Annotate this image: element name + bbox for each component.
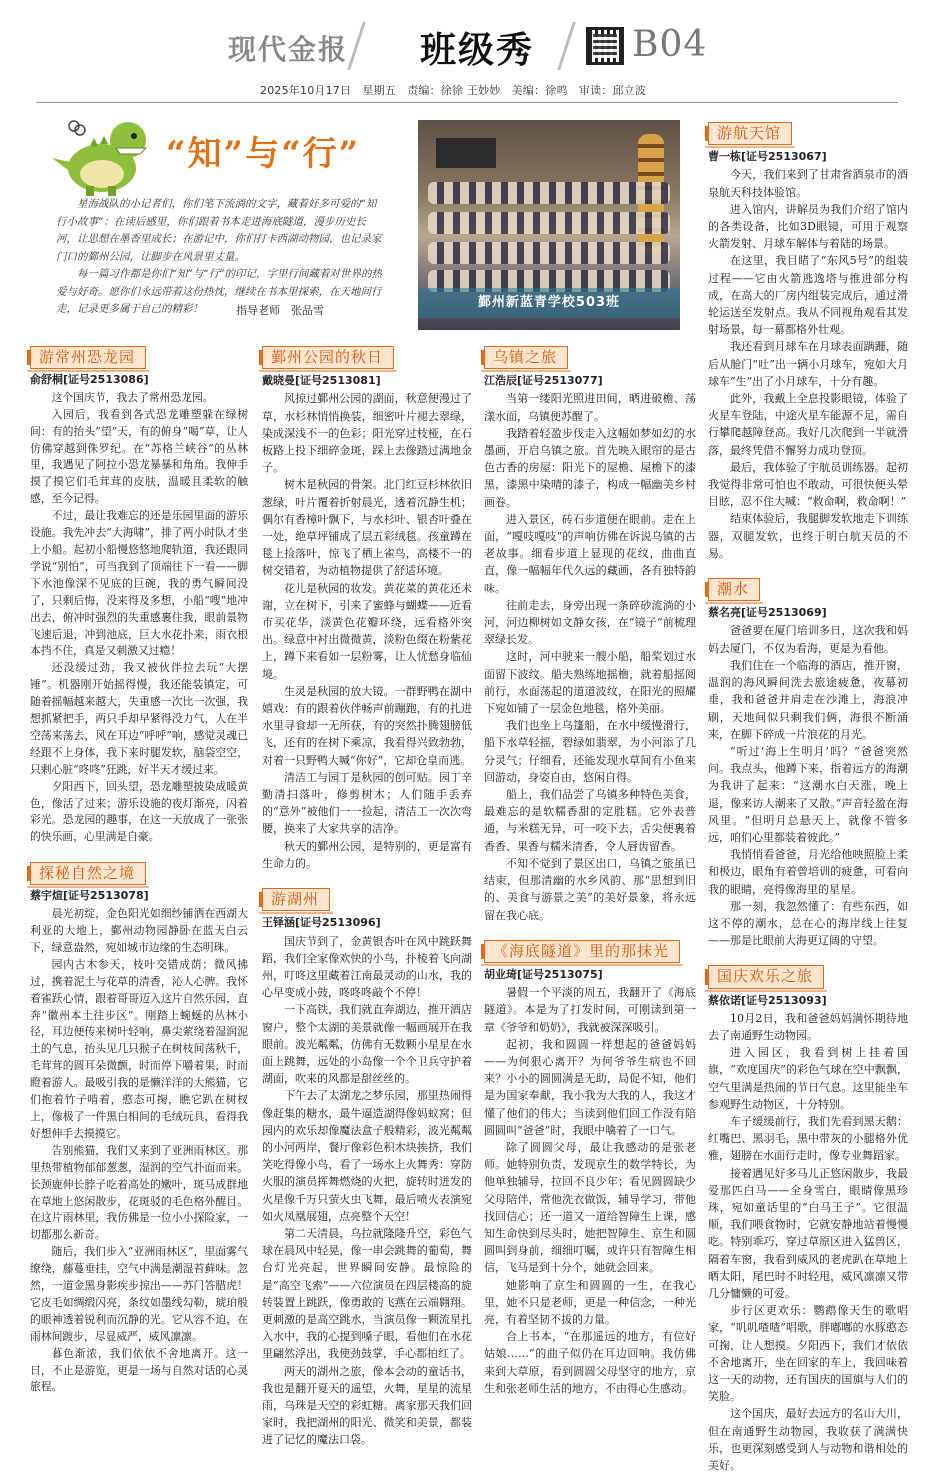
author-byline: 江浩辰[证号2513077] [484,374,603,388]
section-title: 班级秀 [420,29,535,71]
article-paragraph: 进入馆内，讲解员为我们介绍了馆内的各类设备，比如3D眼镜，可用于观察火箭发射、月球车解体与着陆的场景。 [708,202,908,251]
author-byline: 蔡名亮[证号2513069] [708,606,827,620]
newspaper-name: 现代金报 [228,33,349,66]
article-paragraph: 下午去了太湖龙之梦乐园，那里热闹得像赶集的糖水，最牛逼造湖得像妈蚁窝；但园内的欢乐却像魔法盒子般精彩，波光粼粼的小河两岸，餐厅像彩色积木块挨挤，我们笑吃得像小鸟，看了一场水上火舞秀：穿防火服的演员挥舞燃烧的火把，旋转时迸发的火星像千万只萤火虫飞舞，最后喷火表演宛如火凤凰展翅，点亮整个天空！ [262,1089,472,1223]
page-number: B04 [632,24,708,65]
article-paragraph: 最后，我体验了宇航员训练器。起初我觉得非常可怕也不敢动，可很快便头晕目眩，忍不住大喊：“救命啊，救命啊！” [708,460,908,509]
article-paragraph: 她影响了京生和圆圆的一生，在我心里，她不只是老师，更是一种信念，一种光亮，有着坚韧不拔的力量。 [484,1278,696,1326]
article-paragraph: 这个国庆，最好去远方的名山大川，但在南通野生动物园，我收获了满满快乐，也更深刻感受到人与动物和谐相处的美好。 [708,1407,908,1473]
article-paragraph: 除了圆圆父母，最让我感动的是张老师。她特别负责，发现京生的数学特长，为他单独辅导，拉回不良少年；看见圆圆缺少父母陪伴，常他洗衣做饭，辅导学习，带他找回信心；还一道又一道给智障生上课，感知生命快到尽头时，她把智障生、京生和圆圆叫到身前，细细叮嘱，或许只有智障生相信，飞马是到十分个，她就会回来。 [484,1140,696,1275]
article-card [708,572,908,949]
article-paragraph: 车子缓缓前行，我们先看到黑天鹅：红嘴巴、黑羽毛，黑中带灰的小腿格外优雅，翅膀在水面行走时，像专业舞蹈家。 [708,1114,908,1163]
article-card [708,959,908,1474]
article-card [30,856,248,1396]
article-card [262,882,472,1449]
article-title: 乌镇之旅 [484,346,568,369]
article-paragraph: 那一刻，我忽然懂了：有些东西，如这不停的潮水，总在心的海岸线上往复——那是比眼前大海更辽阔的守望。 [708,899,908,948]
feature-banner [36,112,680,328]
article-paragraph: 清洁工与园丁是秋园的创可贴。园丁辛勤清扫落叶，修剪树木；人们随手丢弃的“意外”被他们一一捡起，清洁工一次次弯腰，换来了大家共享的洁净。 [262,770,472,836]
article-paragraph: 这时，河中驶来一艘小船，船桨划过水面留下波纹。船夫熟练地摇橹，就着船摇阅前行，水面荡起的道道波纹，在阳光的照耀下宛如铺了一层金色地毯，格外美丽。 [484,650,696,716]
article-paragraph: 秋天的鄞州公园，是特别的，更是富有生命力的。 [262,839,472,870]
article-paragraph: 暮色渐浓，我们依依不舍地离开。这一日，不止是游览，更是一场与自然对话的心灵旅程。 [30,1346,248,1394]
article-card [708,116,908,562]
author-byline: 俞舒桐[证号2513086] [30,372,149,386]
article-card [484,340,696,924]
article-paragraph: 夕阳西下，回头望，恐龙雕塑披染成暖黄色，像活了过来；游乐设施的夜灯渐亮，闪着彩光。恐龙园的趣事，在这一天放成了一张张的快乐画，心里满是自豪。 [30,779,248,844]
article-paragraph: 一下高铁，我们就直奔湖边，推开酒店窗户，整个太湖的美景就像一幅画展开在我眼前。波光粼粼，仿佛有无数颗小星星在水面上跳舞，远处的小岛像一个个卫兵守护着湖面，吹来的风都是甜丝丝的。 [262,1003,472,1086]
article-paragraph: 我悄悄看爸爸，月光给他映照脸上柔和极边，眼角有着曾培训的疲惫，可看向我的眼睛，亮得像海里的星星。 [708,848,908,896]
column-1 [30,340,248,1396]
article-paragraph: 进入园区，我看到树上挂着国旗，“欢度国庆”的彩色气球在空中飘飘，空气里满是热闹的节日气息。这里能坐车参观野生动物区，十分特别。 [708,1046,908,1111]
article-paragraph: 随后，我们步入“亚洲雨林区”，里面雾气缭绕，藤蔓垂挂，空气中满是潮湿苔藓味。忽然，一道金黑身影疾步掠出——苏门答腊虎！它皮毛如绸缎闪亮，条纹如墨线勾勒，琥珀般的眼神透着锐利而沉静的光。它从容不迫，在雨林间踱步，尽显威严，威风凛凛。 [30,1245,248,1343]
article-card [484,934,696,1397]
author-byline: 胡业琦[证号2513075] [484,967,603,981]
article-paragraph: “听过‘海上生明月’吗？”爸爸突然问。我点头，他蹲下来，指着远方的海潮为我讲了起来：“这潮水白天涨，晚上退，像来访人潮来了又散。”声音轻盈在海风里。“但明月总悬天上，就像不管多远，咱们心里都装着彼此。” [708,744,908,844]
article-paragraph: 晨光初绽，金色阳光如细纱铺洒在西湖大利亚的大地上，鄞州动物园静卧在蓝天白云下，绿意盎然，宛如城市边缘的生态明珠。 [30,907,248,954]
article-title: 探秘自然之境 [30,862,146,885]
article-paragraph: 这个国庆节，我去了常州恐龙园。 [51,390,214,404]
article-title: 游常州恐龙园 [30,346,146,369]
article-paragraph: 不知不觉到了景区出口，乌镇之旅虽已结束，但那清幽的水乡风韵、那“思想到旧的、美食与游景之美”的美好景象，将永远留在我心底。 [484,856,696,922]
article-title: 国庆欢乐之旅 [708,965,824,988]
article-title: 《海底隧道》里的那抹光 [484,940,680,963]
qr-code-icon[interactable] [586,27,624,65]
feature-title: “知”与“行” [166,134,361,174]
article-title: 游湖州 [262,888,330,911]
header-rule [36,102,898,103]
article-paragraph: 暑假一个平淡的周五，我翻开了《海底隧道》。本是为了打发时间，可刚读到第一章《爷爷和奶奶》，我就被深深吸引。 [484,986,696,1034]
article-paragraph: 我还看到月球车在月球表面蹒跚，随后从舱门“吐”出一辆小月球车，宛如大月球车“生”出了小月球车，十分有趣。 [708,340,908,388]
article-paragraph: 步行区更欢乐：鹦鹉像天生的歌唱家，“叽叽喳喳”唱歌，胖嘟嘟的水豚憨态可掬，让人想摸。夕阳西下，我们才依依不舍地离开，坐在回家的车上，我回味着这一天的动物，还有国庆的国旗与人们的笑脸。 [708,1304,908,1404]
article-paragraph: 在这里，我目睹了“东风5号”的组装过程——它由火箭逃逸塔与推进部分构成，在高大的厂房内组装完成后，通过滑轮运送至发射点。我从不同视角观看其发射场景，每一幕都格外壮观。 [708,254,908,337]
author-byline: 蔡依诺[证号2513093] [708,993,827,1007]
article-paragraph: 树木是秋园的骨架。北门红豆杉林依旧葱绿，叶片覆着折射晨光，透着沉静生机；偶尔有香樟叶飘下，与水杉叶、银杏叶叠在一处，绝草坪铺成了层五彩绒毯。孩童蹲在毯上捡落叶，惊飞了栖上雀鸟，高楼不一的树交错着，为动植物提供了舒适环境。 [262,478,472,578]
article-paragraph: 园内古木参天，枝叶交错成荫；微风拂过，携着泥土与花草的清香，沁人心脾。我怀着雀跃心情，跟着哥哥迈入这片自然乐园，直奔“徽州本土往步区”。刚踏上蜿蜒的丛林小径，耳边便传来树叶轻响，鼻尖萦绕着湿润泥土的气息，抬头见几只猴子在树枝间荡秋千，毛茸茸的圆耳朵微颤，时而停下嚼着果，时而瞪着游人。最吸引我的是懒洋洋的大熊猫，它们抱着竹子啃着，憨态可掬，瞧它趴在树杈上，像极了一件黑白相间的毛绒玩具，看得我好想伸手去摸摸它。 [30,957,248,1140]
article-paragraph: 入园后，我看到各式恐龙雕塑躲在绿树间：有的抬头“望”天，有的俯身“喝”草，让人仿佛穿越到侏罗纪。在“苏格兰峡谷”的丛林里，我遇见了阿拉小恐龙暴暴和角角。我伸手摸了摸它们毛茸茸的皮肤，温暖且柔软的触感，至今记得。 [30,407,248,506]
issue-meta: 2025年10月17日 星期五 责编：徐徐 王妙妙 美编：徐鸣 审读：邱立波 [260,84,647,97]
article-paragraph: 起初，我和圆圆一样想起的爸爸妈妈——为何狠心离开？为何爷爷生病也不回来？小小的圆圆满是无助，局促不知，他们是为国家奉献，我小我为大我的人，我这才懂了他们的伟大；当读到他们回工作没有陪圆圆叫“爸爸”时，我眼中噙着了一口气。 [484,1037,696,1137]
article-paragraph: 第二天清晨，乌拉就隆隆升空，彩色气球在晨风中轻晃，像一串会跳舞的葡萄，舞台灯光亮起，世界瞬间安静。最惊险的是“高空飞索”——六位演员在四层楼高的旋转装置上跳跃，像勇敢的飞燕在云端翱翔。更刺激的是高空跳水，当演员像一颗流星扎入水中，我的心提到嗓子眼，看他们在水花里翩然浮出，我使劲鼓掌，手心都拍红了。 [262,1226,472,1361]
article-paragraph: 我们也坐上乌篷船，在水中缓慢滑行，船下水草轻摇，碧绿如翡翠，为小河添了几分灵气；仔细看，还能发现水草间有小鱼来回游动，身姿自由，悠闲自得。 [484,719,696,784]
article-paragraph: 10月2日，我和爸爸妈妈满怀期待地去了南通野生动物园。 [708,1011,908,1042]
article-card [262,340,472,872]
article-paragraph: 我们住在一个临海的酒店，推开窗，温润的海风瞬间洗去旅途疲惫，夜幕初垂，我和爸爸并肩走在沙滩上，海浪冲刷，天地间似只剩我们俩，海很不断涌来，在脚下碎成一片浪花的月光。 [708,658,908,741]
column-4 [708,116,908,1474]
intro-paragraph: 每一篇习作都是你们“知”与“行”的印记，字里行间藏着对世界的热爱与好奇。愿你们永远带着这份热忱，继续在书本里探索，在天地间行走，记录更多属于自己的精彩！ [56,268,382,315]
article-paragraph: 进入景区，砖石步道便在眼前。走在上面，“嘎吱嘎吱”的声响仿佛在诉说乌镇的古老故事。细看步道上显现的花纹，曲曲直直，像一幅幅年代久远的藏画，各有独特韵味。 [484,512,696,595]
article-paragraph: 船上，我们品尝了乌镇多种特色美食，最难忘的是软糯香甜的定胜糕。它外表普通，与米糕无异，可一咬下去，舌尖便裹着香香、果香与糯米清香，令人唇齿留香。 [484,788,696,853]
dinosaur-mascot-icon [50,118,160,198]
article-paragraph: 不过，最让我难忘的还是乐园里面的游乐设施。我先冲去“大海啸”，排了两小时队才坐上小船。起初小船慢悠悠地爬轨道，我还跟同学说“别怕”，可当我到了顶端往下一看——脚下水池像深不见底的巨碗，我的勇气瞬间没了，只剩后悔，没来得及多想，小船“嗖”地冲出去，俯冲时强烈的失重感裹住我，眼前景物飞速后退，冲到池底，巨大水花扑来，雨衣根本挡不住，真是又刺激又过瘾！ [30,509,248,658]
author-byline: 王铎涵[证号2513096] [262,916,381,930]
article-paragraph: 还没缓过劲，我又被伙伴拉去玩“大摆锤”。机器刚开始摇得慢，我还能装镇定，可随着摇幅越来越大，失重感一次比一次强，我想抓紧把手，两只手却早紧得没力气，人在半空荡来荡去，风在耳边“呼呼”响，感觉灵魂已经跟不上身体，我下来时腿发软，脑袋空空，只剩心脏“咚咚”狂跳，好半天才缓过来。 [30,661,248,776]
column-3 [484,340,696,1397]
divider-slash [557,22,576,70]
class-banner-image [436,138,496,168]
feature-intro [56,196,386,319]
column-2 [262,340,472,1449]
article-paragraph: 当第一缕阳光照进田间，晒进破檐、荡漾水面，乌镇便苏醒了。 [484,392,696,423]
mentor-credit: 指导老师 张品雪 [236,304,324,317]
article-title: 潮水 [708,578,760,601]
article-paragraph: 此外，我戴上全息投影眼镜，体验了火星车登陆，中途火星车能源不足，需自行攀爬越障登高。我好几次爬到一半就滑落，最终凭借不懈努力成功登顶。 [708,392,908,457]
article-paragraph: 往前走去，身旁出现一条碎砂流淌的小河，河边柳树如文静女孩，在“镜子”前梳理翠绿长发。 [484,598,696,647]
article-paragraph: 花儿是秋园的妆发。黄花菜的黄花还未谢，立在树下，引来了蜜蜂与蝴蝶——近看市买花华，淡黄色花瓣环绕，远看格外突出。绿意中衬出微微黄，淡粉色缀在粉紫花上，蹲下来看如一层粉雾，让人忧愁身临仙境。 [262,581,472,681]
article-paragraph: 告别熊猫，我们又来到了亚洲雨林区。那里热带植物郁郁葱葱，湿润的空气扑面而来。长颈鹿伸长脖子吃着高处的嫩叶，斑马成群地在草地上悠闲散步，花斑驳的毛色格外醒目。在这片雨林里，我仿佛是一位小小探险家，一切都那么新奇。 [30,1143,248,1242]
article-paragraph: 接着遇见好多马儿正悠闲散步，我最爱那匹白马——全身雪白，眼睛像黑珍珠，宛如童话里的“白马王子”。它很温顺，我们喂食物时，它就安静地站着慢慢吃。特别乖巧，穿过草原区进入猛兽区，隔着车窗，我看到威风的老虎趴在草地上晒太阳，尾巴时不时轻甩，威风凛凛又带几分慵懒的可爱。 [708,1166,908,1300]
article-paragraph: 我踏着轻盈步伐走入这幅如梦如幻的水墨画，开启乌镇之旅。首先映入眼帘的是古色古香的房屋：阳光下的屋檐、屋檐下的漆黑，漆黑中染晴的漆子，构成一幅幽美乡村画卷。 [484,426,696,509]
article-paragraph: 生灵是秋园的放大镜。一群野鸭在湖中嬉戏：有的跟着伙伴畅声前蹦跑，有的扎进水里寻食却一无所获，有的突然扑腾翅膀低飞，还有的在树下乘凉，我看得兴致勃勃，对着一只野鸭大喊“你好”，它却仓皇而逃。 [262,684,472,767]
article-paragraph: 结束体验后，我腿脚发软地走下训练器，双腿发软，也终于明白航天员的不易。 [708,512,908,560]
article-paragraph: 风掠过鄞州公园的湖面，秋意便漫过了草，水杉林悄悄换装，细密叶片褪去翠绿，染成深浅不一的色彩；阳光穿过枝桠，在石板路上投下细碎金斑，踩上去像踏过满地金子。 [262,392,472,475]
intro-paragraph: 星海战队的小记者们，你们笔下流淌的文字，藏着好多可爱的“知行小故事”：在读后感里，你们跟着书本走进海底隧道，漫步历史长河，让思想在墨香里成长；在游记中，你们打卡西湖动物园，也记录家门口的鄞州公园，让脚步在风景里丈量。 [56,198,382,263]
article-paragraph: 国庆节到了，金黄银杏叶在风中跳跃舞蹈，我们全家像欢快的小鸟，扑棱着飞向湖州，叮咚这里藏着江南最灵动的山水，我的心早变成小鼓，咚咚咚敲个不停！ [262,934,472,1000]
author-byline: 戴晓曼[证号2513081] [262,374,381,388]
article-paragraph: 今天，我们来到了甘肃省酒泉市的酒泉航天科技体验馆。 [708,168,908,199]
author-byline: 蔡宇煊[证号2513078] [30,889,149,903]
article-paragraph: 爸爸要在厦门培训多日，这次我和妈妈去厦门，不仅为看海，更是为看他。 [708,624,908,655]
article-card [30,340,248,846]
masthead [0,0,934,105]
article-title: 鄞州公园的秋日 [262,346,394,369]
article-paragraph: 合上书本，“在那遥远的地方，有位好姑娘……”的曲子似仍在耳边回响。我仿佛来到大草原，看到圆圆父母坚守的地方，京生和张老师生活的地方，不由得心生感动。 [484,1330,696,1395]
article-paragraph: 两天的湖州之旅，像本会动的童话书，我也是翻开夏天的遥望，火舞，星星的流星雨，乌珠是天空的彩虹糖。离家那天我们回家时，我把湖州的阳光、微笑和美景，都装进了记忆的魔法口袋。 [262,1364,472,1447]
article-title: 游航天馆 [708,122,792,145]
divider-slash [347,22,366,70]
author-byline: 曹一栋[证号2513067] [708,150,827,164]
photo-caption: 鄞州新蓝青学校503班 [418,288,680,318]
